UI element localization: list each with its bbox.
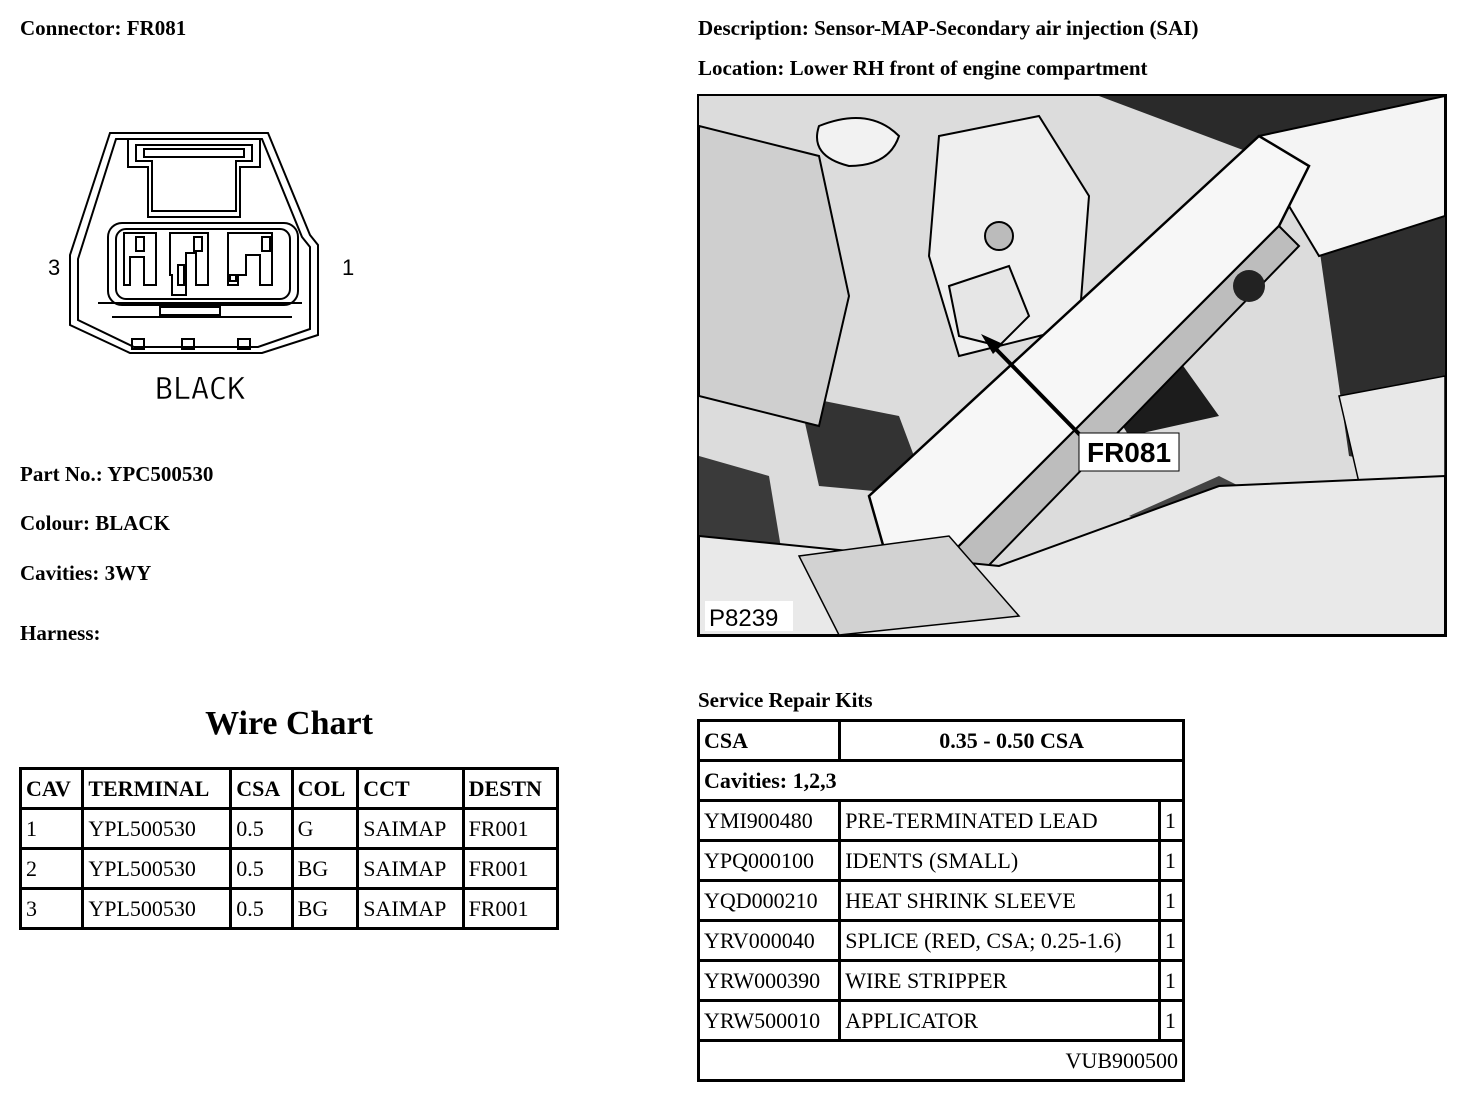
kit-quantity: 1 xyxy=(1161,882,1182,919)
connector-colour-text: BLACK xyxy=(154,372,246,407)
kit-csa-value: 0.35 - 0.50 CSA xyxy=(841,722,1182,759)
cell-col: BG xyxy=(294,850,357,887)
kit-code-row xyxy=(700,1042,1182,1079)
service-kits-title: Service Repair Kits xyxy=(698,688,873,712)
connector-label: Connector: FR081 xyxy=(20,16,187,40)
kit-description: SPLICE (RED, CSA; 0.25-1.6) xyxy=(841,922,1158,959)
cavities-label: Cavities: 3WY xyxy=(20,561,152,585)
table-row xyxy=(22,850,556,887)
header-col: COL xyxy=(294,770,357,807)
kit-quantity: 1 xyxy=(1161,802,1182,839)
cell-col: BG xyxy=(294,890,357,927)
cell-col: G xyxy=(294,810,357,847)
cell-terminal: YPL500530 xyxy=(84,810,229,847)
kit-description: WIRE STRIPPER xyxy=(841,962,1158,999)
kit-description: HEAT SHRINK SLEEVE xyxy=(841,882,1158,919)
table-row xyxy=(700,842,1182,879)
photo-reference: P8239 xyxy=(709,605,779,632)
kit-description: APPLICATOR xyxy=(841,1002,1158,1039)
pin-3-label: 3 xyxy=(48,255,61,280)
engine-bay-illustration xyxy=(699,96,1445,635)
table-row xyxy=(700,962,1182,999)
cell-cav: 1 xyxy=(22,810,81,847)
table-row xyxy=(22,810,556,847)
kit-description: PRE-TERMINATED LEAD xyxy=(841,802,1158,839)
header-destn: DESTN xyxy=(465,770,556,807)
cell-cav: 3 xyxy=(22,890,81,927)
location-label: Location: Lower RH front of engine compartment xyxy=(698,56,1148,80)
cell-cct: SAIMAP xyxy=(359,890,461,927)
table-row xyxy=(700,882,1182,919)
cell-terminal: YPL500530 xyxy=(84,850,229,887)
pin-1-label: 1 xyxy=(342,255,355,280)
table-row xyxy=(700,802,1182,839)
kit-csa-label: CSA xyxy=(700,722,838,759)
colour-label: Colour: BLACK xyxy=(20,511,170,535)
photo-callout-fr081: FR081 xyxy=(1086,437,1172,468)
header-terminal: TERMINAL xyxy=(84,770,229,807)
kit-description: IDENTS (SMALL) xyxy=(841,842,1158,879)
kit-part-number: YRV000040 xyxy=(700,922,838,959)
wire-chart-table xyxy=(19,767,559,930)
kit-quantity: 1 xyxy=(1161,962,1182,999)
table-row xyxy=(22,890,556,927)
kit-part-number: YQD000210 xyxy=(700,882,838,919)
header-cct: CCT xyxy=(359,770,461,807)
kit-part-number: YRW500010 xyxy=(700,1002,838,1039)
cell-cav: 2 xyxy=(22,850,81,887)
kit-quantity: 1 xyxy=(1161,842,1182,879)
service-kits-table xyxy=(697,719,1185,1082)
cell-destn: FR001 xyxy=(465,890,556,927)
kit-quantity: 1 xyxy=(1161,922,1182,959)
cell-csa: 0.5 xyxy=(232,810,290,847)
kit-part-number: YMI900480 xyxy=(700,802,838,839)
header-cav: CAV xyxy=(22,770,81,807)
wire-chart-header-row xyxy=(22,770,556,807)
kit-part-number: YPQ000100 xyxy=(700,842,838,879)
cell-csa: 0.5 xyxy=(232,890,290,927)
harness-label: Harness: xyxy=(20,621,101,645)
cell-destn: FR001 xyxy=(465,810,556,847)
description-label: Description: Sensor-MAP-Secondary air injection (SAI) xyxy=(698,16,1199,40)
header-csa: CSA xyxy=(232,770,290,807)
cell-csa: 0.5 xyxy=(232,850,290,887)
cell-cct: SAIMAP xyxy=(359,850,461,887)
cell-cct: SAIMAP xyxy=(359,810,461,847)
wire-chart-title: Wire Chart xyxy=(205,705,373,742)
kit-code: VUB900500 xyxy=(700,1042,1182,1079)
location-photo xyxy=(697,94,1447,637)
connector-face-diagram xyxy=(40,125,370,415)
kit-cavities: Cavities: 1,2,3 xyxy=(700,762,1182,799)
kit-part-number: YRW000390 xyxy=(700,962,838,999)
kit-csa-row xyxy=(700,722,1182,759)
part-number-label: Part No.: YPC500530 xyxy=(20,462,214,486)
cell-terminal: YPL500530 xyxy=(84,890,229,927)
cell-destn: FR001 xyxy=(465,850,556,887)
kit-quantity: 1 xyxy=(1161,1002,1182,1039)
kit-cavities-row xyxy=(700,762,1182,799)
table-row xyxy=(700,922,1182,959)
table-row xyxy=(700,1002,1182,1039)
